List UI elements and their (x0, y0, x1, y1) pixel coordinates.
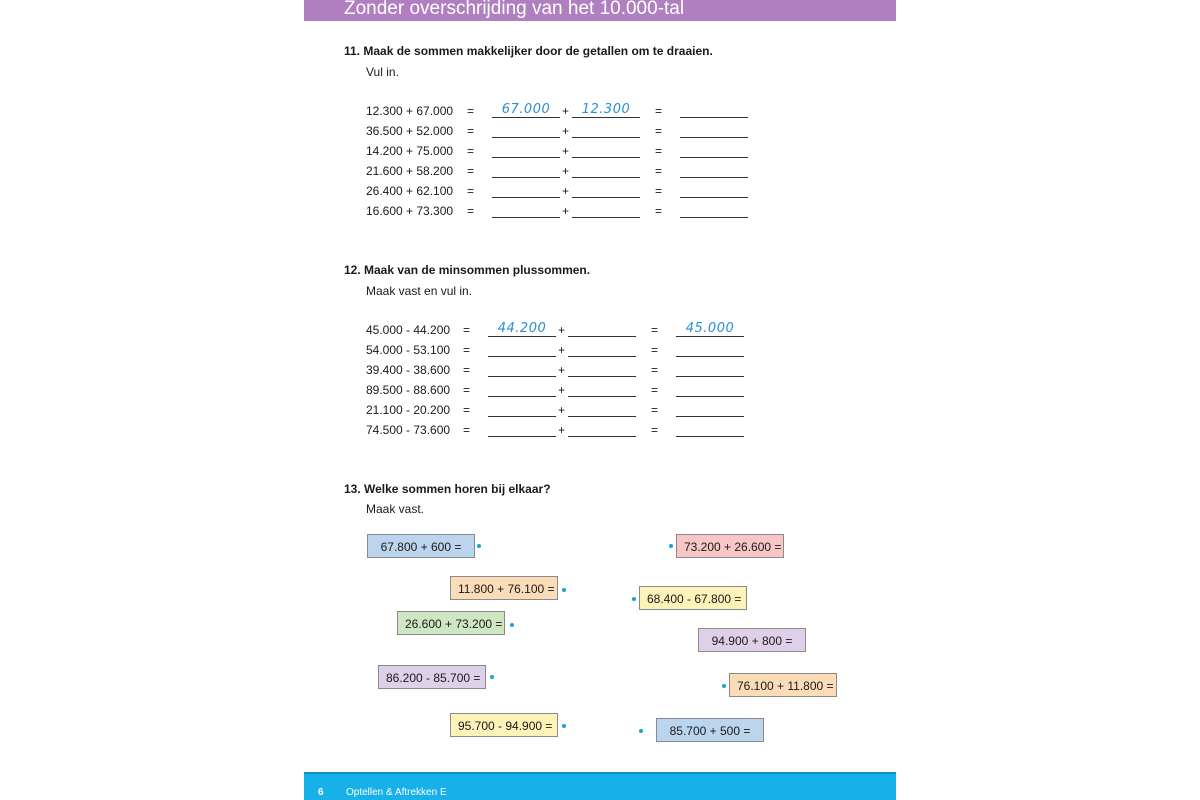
equals-sign: = (655, 104, 663, 118)
equals-sign: = (651, 403, 659, 417)
connect-dot[interactable] (477, 544, 481, 548)
exercise-row (366, 363, 766, 379)
answer-blank-b[interactable]: 12.300 (572, 104, 640, 118)
q12-heading: 12. Maak van de minsommen plussommen. (344, 263, 591, 277)
plus-sign: + (558, 423, 566, 437)
answer-blank-result[interactable] (676, 343, 744, 357)
footer-bar (304, 772, 896, 800)
connect-dot[interactable] (490, 675, 494, 679)
match-box-left[interactable]: 11.800 + 76.100 = (450, 576, 558, 600)
header-banner (304, 0, 896, 21)
q13-heading: 13. Welke sommen horen bij elkaar? (344, 482, 551, 496)
answer-blank-b[interactable] (568, 403, 636, 417)
sum-expression: 39.400 - 38.600 (366, 363, 451, 377)
answer-blank-b[interactable] (572, 124, 640, 138)
equals-sign: = (467, 124, 475, 138)
sum-expression: 16.600 + 73.300 (366, 204, 454, 218)
sum-expression: 36.500 + 52.000 (366, 124, 454, 138)
answer-blank-b[interactable] (568, 423, 636, 437)
connect-dot[interactable] (562, 588, 566, 592)
equals-sign: = (655, 184, 663, 198)
equals-sign: = (651, 383, 659, 397)
plus-sign: + (558, 403, 566, 417)
answer-blank-result[interactable] (680, 164, 748, 178)
q11-heading: 11. Maak de sommen makkelijker door de getallen om te draaien. (344, 44, 713, 58)
answer-blank-b[interactable] (572, 144, 640, 158)
answer-blank-b[interactable] (568, 363, 636, 377)
answer-blank-b[interactable] (568, 383, 636, 397)
plus-sign: + (558, 383, 566, 397)
plus-sign: + (562, 104, 570, 118)
answer-blank-b[interactable] (568, 343, 636, 357)
equals-sign: = (655, 204, 663, 218)
answer-blank-a[interactable] (492, 124, 560, 138)
page-title: Zonder overschrijding van het 10.000-tal (344, 0, 685, 19)
exercise-row (366, 184, 766, 200)
answer-blank-a[interactable] (492, 184, 560, 198)
exercise-row (366, 204, 766, 220)
equals-sign: = (463, 343, 471, 357)
match-box-right[interactable]: 85.700 + 500 = (656, 718, 764, 742)
answer-blank-a[interactable] (488, 383, 556, 397)
sum-expression: 12.300 + 67.000 (366, 104, 454, 118)
match-box-left[interactable]: 95.700 - 94.900 = (450, 713, 558, 737)
answer-blank-b[interactable] (572, 204, 640, 218)
footer-stripe (304, 772, 896, 774)
q12-instruction: Maak vast en vul in. (366, 284, 473, 298)
answer-blank-result[interactable] (676, 363, 744, 377)
exercise-row (366, 403, 766, 419)
equals-sign: = (463, 383, 471, 397)
sum-expression: 45.000 - 44.200 (366, 323, 451, 337)
answer-blank-a[interactable] (488, 363, 556, 377)
sum-expression: 54.000 - 53.100 (366, 343, 451, 357)
exercise-row (366, 144, 766, 160)
equals-sign: = (651, 423, 659, 437)
equals-sign: = (655, 164, 663, 178)
connect-dot[interactable] (632, 597, 636, 601)
answer-blank-a[interactable]: 67.000 (492, 104, 560, 118)
answer-blank-a[interactable] (488, 403, 556, 417)
answer-blank-result[interactable] (680, 104, 748, 118)
equals-sign: = (651, 323, 659, 337)
q13-instruction: Maak vast. (366, 502, 425, 516)
answer-blank-a[interactable] (492, 204, 560, 218)
equals-sign: = (463, 403, 471, 417)
match-box-left[interactable]: 67.800 + 600 = (367, 534, 475, 558)
equals-sign: = (467, 184, 475, 198)
match-box-right[interactable]: 94.900 + 800 = (698, 628, 806, 652)
equals-sign: = (655, 144, 663, 158)
plus-sign: + (562, 204, 570, 218)
plus-sign: + (558, 343, 566, 357)
match-box-left[interactable]: 86.200 - 85.700 = (378, 665, 486, 689)
sum-expression: 26.400 + 62.100 (366, 184, 454, 198)
answer-blank-b[interactable] (572, 184, 640, 198)
answer-blank-a[interactable] (492, 164, 560, 178)
equals-sign: = (463, 363, 471, 377)
answer-blank-result[interactable] (676, 423, 744, 437)
worksheet-page (304, 0, 896, 800)
answer-blank-result[interactable] (676, 403, 744, 417)
answer-blank-a[interactable] (488, 423, 556, 437)
connect-dot[interactable] (669, 544, 673, 548)
match-box-right[interactable]: 73.200 + 26.600 = (676, 534, 784, 558)
plus-sign: + (562, 184, 570, 198)
equals-sign: = (463, 423, 471, 437)
sum-expression: 74.500 - 73.600 (366, 423, 451, 437)
answer-blank-a[interactable] (488, 343, 556, 357)
q11-instruction: Vul in. (366, 65, 399, 79)
connect-dot[interactable] (722, 684, 726, 688)
plus-sign: + (562, 124, 570, 138)
exercise-row (366, 124, 766, 140)
plus-sign: + (558, 323, 566, 337)
sum-expression: 21.100 - 20.200 (366, 403, 451, 417)
answer-blank-result[interactable] (676, 383, 744, 397)
exercise-row (366, 104, 766, 120)
plus-sign: + (558, 363, 566, 377)
exercise-row (366, 423, 766, 439)
sum-expression: 14.200 + 75.000 (366, 144, 454, 158)
equals-sign: = (651, 363, 659, 377)
answer-blank-b[interactable] (568, 323, 636, 337)
answer-blank-result[interactable] (680, 184, 748, 198)
match-box-right[interactable]: 68.400 - 67.800 = (639, 586, 747, 610)
answer-blank-a[interactable]: 44.200 (488, 323, 556, 337)
page-number: 6 (318, 787, 324, 798)
exercise-row (366, 323, 766, 339)
answer-blank-a[interactable] (492, 144, 560, 158)
connect-dot[interactable] (639, 729, 643, 733)
exercise-row (366, 164, 766, 180)
answer-blank-result[interactable] (680, 124, 748, 138)
equals-sign: = (651, 343, 659, 357)
answer-blank-result[interactable] (680, 144, 748, 158)
connect-dot[interactable] (510, 623, 514, 627)
answer-blank-result[interactable]: 45.000 (676, 323, 744, 337)
plus-sign: + (562, 144, 570, 158)
match-box-right[interactable]: 76.100 + 11.800 = (729, 673, 837, 697)
connect-dot[interactable] (562, 724, 566, 728)
equals-sign: = (463, 323, 471, 337)
equals-sign: = (467, 204, 475, 218)
exercise-row (366, 343, 766, 359)
equals-sign: = (467, 164, 475, 178)
match-box-left[interactable]: 26.600 + 73.200 = (397, 611, 505, 635)
sum-expression: 21.600 + 58.200 (366, 164, 454, 178)
sum-expression: 89.500 - 88.600 (366, 383, 451, 397)
book-title: Optellen & Aftrekken E (346, 787, 447, 798)
equals-sign: = (655, 124, 663, 138)
plus-sign: + (562, 164, 570, 178)
equals-sign: = (467, 104, 475, 118)
answer-blank-b[interactable] (572, 164, 640, 178)
answer-blank-result[interactable] (680, 204, 748, 218)
exercise-row (366, 383, 766, 399)
equals-sign: = (467, 144, 475, 158)
